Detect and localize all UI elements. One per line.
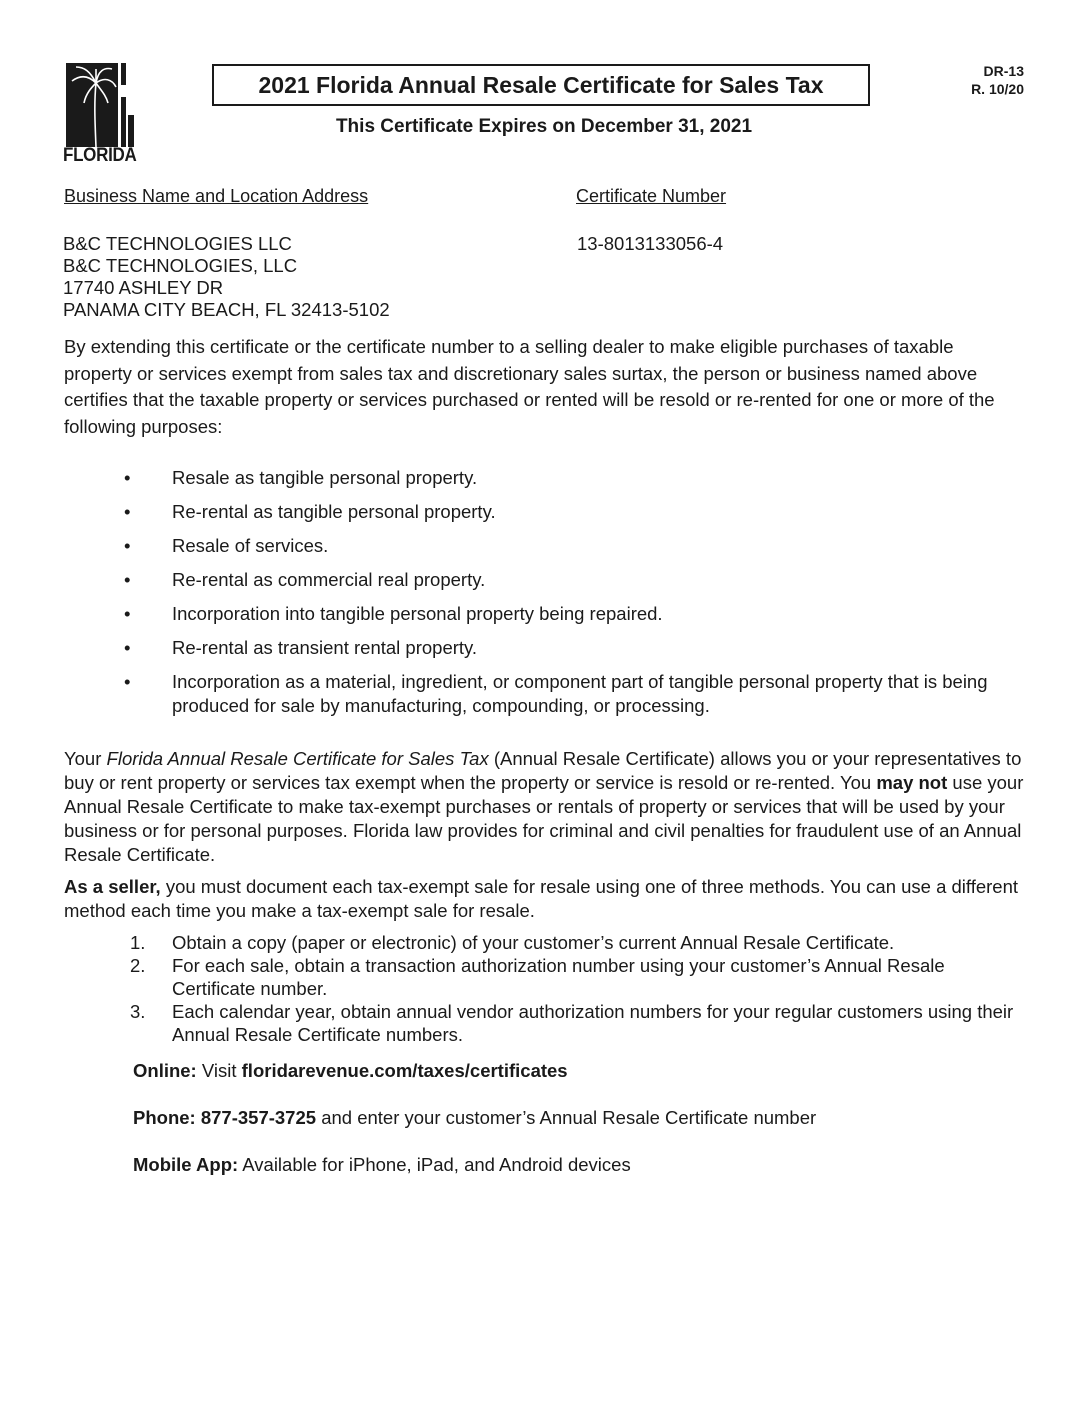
list-item: [124, 500, 1034, 524]
list-item: [130, 1000, 1030, 1046]
bullet-icon: •: [124, 535, 131, 556]
seller-paragraph: [64, 875, 1034, 923]
phone-number: 877-357-3725: [195, 1107, 317, 1128]
certificate-number-label: Certificate Number: [576, 186, 727, 206]
list-item: [124, 602, 1034, 626]
form-revision: R. 10/20: [971, 81, 1024, 97]
address-line: 17740 ASHLEY DR: [63, 277, 224, 298]
purpose-text: Re-rental as transient rental property.: [172, 637, 478, 658]
method-number: 3.: [130, 1001, 146, 1022]
list-item: [124, 568, 1034, 592]
list-item: [130, 954, 1030, 1000]
text-run: Your: [64, 748, 107, 769]
may-not-bold: may not: [876, 772, 948, 793]
title-box: [212, 64, 870, 106]
bullet-icon: •: [124, 501, 131, 522]
text-run: Available for iPhone, iPad, and Android devices: [238, 1154, 631, 1175]
list-item: [130, 931, 1030, 954]
certificate-usage-paragraph: [64, 747, 1034, 867]
purpose-text: Re-rental as tangible personal property.: [172, 501, 496, 522]
list-item: [124, 670, 1034, 718]
certificate-number: 13-8013133056-4: [577, 233, 724, 254]
florida-logo: [63, 63, 135, 165]
contact-phone: [133, 1107, 816, 1129]
list-item: [124, 534, 1034, 558]
method-text: Each calendar year, obtain annual vendor authorization numbers for your regular customers using their Annual Resale Certificate numbers.: [172, 1001, 1014, 1045]
text-run: and enter your customer’s Annual Resale Certificate number: [316, 1107, 817, 1128]
purpose-list: [124, 466, 1034, 728]
online-url-link[interactable]: floridarevenue.com/taxes/certificates: [241, 1060, 568, 1081]
certificate-name-italic: Florida Annual Resale Certificate for Sales Tax: [106, 748, 489, 769]
phone-label: Phone:: [133, 1107, 196, 1128]
bullet-icon: •: [124, 569, 131, 590]
methods-list: [130, 931, 1030, 1046]
as-a-seller-bold: As a seller,: [64, 876, 161, 897]
bullet-icon: •: [124, 637, 131, 658]
business-address: [63, 233, 390, 321]
intro-paragraph: By extending this certificate or the certificate number to a selling dealer to make eligible purchases of taxable property or services exempt from sales tax and discretionary sales surtax, the person or business named above certifies that the taxable property or services purchased or rented will be resold or re-rented for one or more of the following purposes:: [64, 336, 995, 437]
logo-wordmark: FLORIDA: [63, 143, 137, 166]
text-run: use your Annual Resale Certificate to make tax-exempt purchases or rentals of property or services that will be used by your business or for personal purposes. Florida law provides for criminal and civil penalties for fraudulent use of an Annual Resale Certificate.: [64, 772, 1024, 865]
bullet-icon: •: [124, 467, 131, 488]
expiration-notice: This Certificate Expires on December 31, 2021: [335, 116, 753, 137]
text-run: Visit: [196, 1060, 242, 1081]
purpose-text: Resale of services.: [172, 535, 329, 556]
list-item: [124, 636, 1034, 660]
list-item: [124, 466, 1034, 490]
address-line: PANAMA CITY BEACH, FL 32413-5102: [63, 299, 390, 320]
purpose-text: Incorporation into tangible personal property being repaired.: [172, 603, 663, 624]
mobile-app-label: Mobile App:: [133, 1154, 239, 1175]
purpose-text: Resale as tangible personal property.: [172, 467, 478, 488]
document-title: 2021 Florida Annual Resale Certificate for Sales Tax: [258, 71, 824, 98]
method-number: 1.: [130, 932, 146, 953]
address-line: B&C TECHNOLOGIES, LLC: [63, 255, 298, 276]
contact-online: [133, 1060, 568, 1082]
method-text: Obtain a copy (paper or electronic) of your customer’s current Annual Resale Certificate.: [172, 932, 895, 953]
text-run: (Annual Resale Certificate) allows you or your representatives to buy or rent property or services tax exempt when the property or service is resold or re-rented. You: [64, 748, 1022, 793]
purpose-text: Re-rental as commercial real property.: [172, 569, 486, 590]
bullet-icon: •: [124, 603, 131, 624]
contact-mobile: [133, 1154, 631, 1176]
text-run: you must document each tax-exempt sale for resale using one of three methods. You can use a different method each time you make a tax-exempt sale for resale.: [64, 876, 1019, 921]
form-number: DR-13: [983, 63, 1024, 79]
purpose-text: Incorporation as a material, ingredient, or component part of tangible personal property that is being produced for sale by manufacturing, compounding, or processing.: [172, 671, 988, 716]
method-number: 2.: [130, 955, 146, 976]
method-text: For each sale, obtain a transaction authorization number using your customer’s Annual Resale Certificate number.: [172, 955, 945, 999]
address-line: B&C TECHNOLOGIES LLC: [63, 233, 292, 254]
bullet-icon: •: [124, 671, 131, 692]
business-address-label: Business Name and Location Address: [64, 186, 369, 206]
form-code: [971, 62, 1024, 98]
online-label: Online:: [133, 1060, 197, 1081]
